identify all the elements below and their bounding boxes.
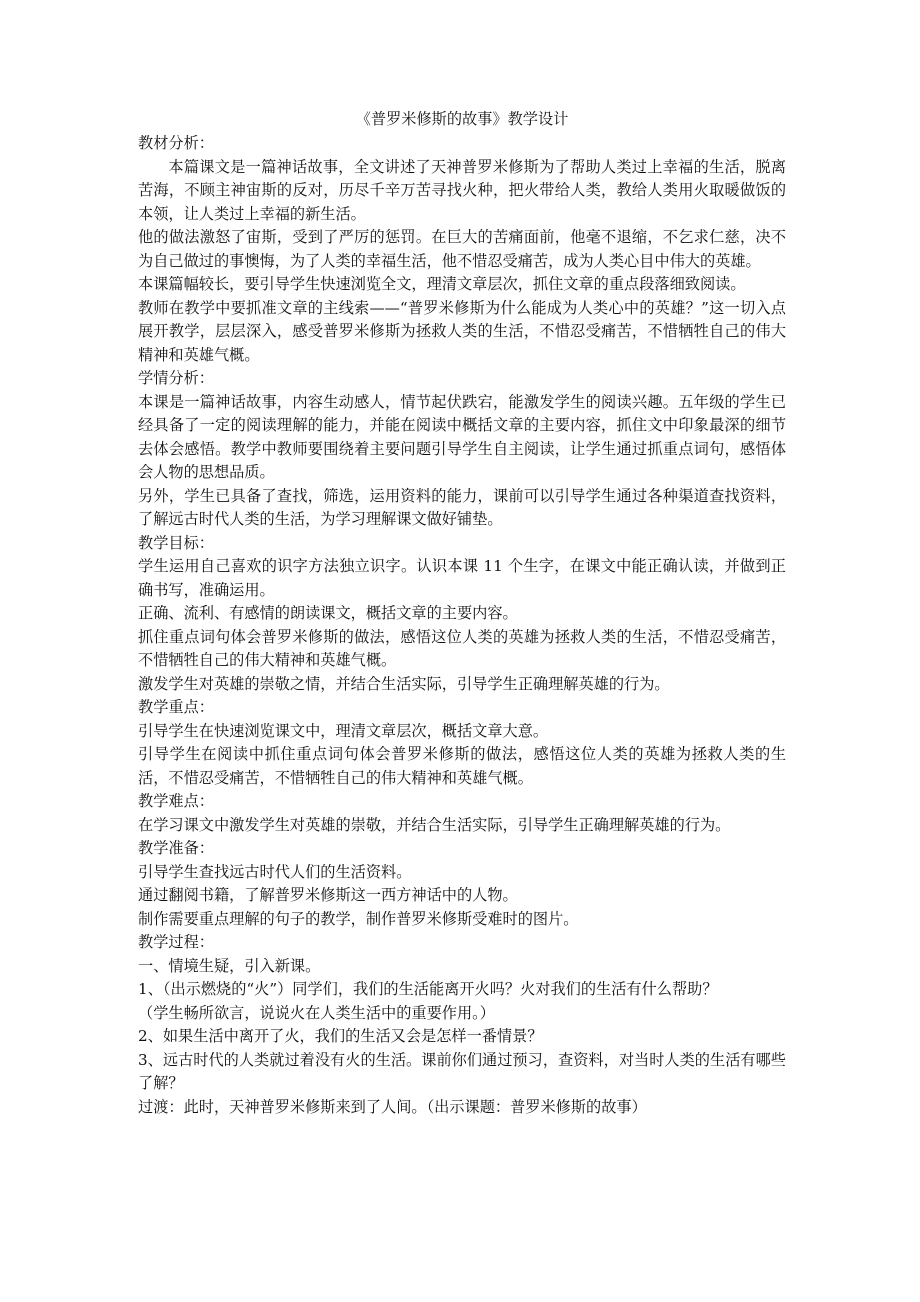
paragraph: 通过翻阅书籍，了解普罗米修斯这一西方神话中的人物。 xyxy=(138,886,518,904)
paragraph: 在学习课文中激发学生对英雄的崇敬，并结合生活实际，引导学生正确理解英雄的行为。 xyxy=(138,815,731,834)
paragraph: （学生畅所欲言，说说火在人类生活中的重要作用。） xyxy=(138,1003,495,1022)
section-heading: 教材分析： xyxy=(138,134,214,152)
document-page xyxy=(138,108,786,1119)
section-heading: 教学过程： xyxy=(138,933,214,951)
paragraph: 制作需要重点理解的句子的教学，制作普罗米修斯受难时的图片。 xyxy=(138,909,579,928)
paragraph: 一、情境生疑，引入新课。 xyxy=(138,956,321,975)
paragraph: 引导学生在快速浏览课文中，理清文章层次，概括文章大意。 xyxy=(138,721,549,740)
section-heading: 教学目标： xyxy=(138,533,214,552)
document-title: 《普罗米修斯的故事》教学设计 xyxy=(355,110,569,128)
section-heading: 教学重点： xyxy=(138,698,214,716)
paragraph: 1、（出示燃烧的“火”）同学们，我们的生活能离开火吗？火对我们的生活有什么帮助？ xyxy=(138,980,718,998)
paragraph: 2、如果生活中离开了火，我们的生活又会是怎样一番情景？ xyxy=(138,1027,543,1045)
paragraph: 引导学生查找远古时代人们的生活资料。 xyxy=(138,862,412,881)
paragraph: 教师在教学中要抓准文章的主线索——“普罗米修斯为什么能成为人类心中的英雄？”这一切入点展开教学，层层深入，感受普罗米修斯为拯救人类的生活，不惜忍受痛苦，不惜牺牲自己的伟大精神和英雄气概。 xyxy=(138,298,786,364)
paragraph: 另外，学生已具备了查找，筛选，运用资料的能力，课前可以引导学生通过各种渠道查找资料，了解远古时代人类的生活，为学习理解课文做好铺垫。 xyxy=(138,486,786,528)
paragraph: 他的做法激怒了宙斯，受到了严厉的惩罚。在巨大的苦痛面前，他毫不退缩，不乞求仁慈，决不为自己做过的事懊悔，为了人类的幸福生活，他不惜忍受痛苦，成为人类心目中伟大的英雄。 xyxy=(138,228,786,270)
document-body xyxy=(138,132,786,1119)
paragraph: 正确、流利、有感情的朗读课文，概括文章的主要内容。 xyxy=(138,604,518,622)
paragraph: 本课是一篇神话故事，内容生动感人，情节起伏跌宕，能激发学生的阅读兴趣。五年级的学生已经具备了一定的阅读理解的能力，并能在阅读中概括文章的主要内容，抓住文中印象最深的细节去体会感悟。教学中教师要围绕着主要问题引导学生自主阅读，让学生通过抓重点词句，感悟体会人物的思想品质。 xyxy=(138,392,786,481)
paragraph: 过渡：此时，天神普罗米修斯来到了人间。（出示课题：普罗米修斯的故事） xyxy=(138,1097,647,1116)
paragraph: 3、远古时代的人类就过着没有火的生活。课前你们通过预习，查资料，对当时人类的生活有哪些了解？ xyxy=(138,1050,786,1092)
section-heading: 学情分析： xyxy=(138,369,214,387)
section-heading: 教学准备： xyxy=(138,839,214,857)
paragraph: 学生运用自己喜欢的识字方法独立识字。认识本课 11 个生字，在课文中能正确认读，并做到正确书写，准确运用。 xyxy=(138,557,786,599)
section-heading: 教学难点： xyxy=(138,792,214,810)
paragraph: 抓住重点词句体会普罗米修斯的做法，感悟这位人类的英雄为拯救人类的生活，不惜忍受痛苦，不惜牺牲自己的伟大精神和英雄气概。 xyxy=(138,627,786,669)
paragraph: 引导学生在阅读中抓住重点词句体会普罗米修斯的做法，感悟这位人类的英雄为拯救人类的生活，不惜忍受痛苦，不惜牺牲自己的伟大精神和英雄气概。 xyxy=(138,745,786,787)
paragraph: 本课篇幅较长，要引导学生快速浏览全文，理清文章层次，抓住文章的重点段落细致阅读。 xyxy=(138,275,746,293)
paragraph: 激发学生对英雄的崇敬之情，并结合生活实际，引导学生正确理解英雄的行为。 xyxy=(138,674,670,693)
paragraph: 本篇课文是一篇神话故事，全文讲述了天神普罗米修斯为了帮助人类过上幸福的生活，脱离苦海，不顾主神宙斯的反对，历尽千辛万苦寻找火种，把火带给人类，教给人类用火取暖做饭的本领，让人类过上幸福的新生活。 xyxy=(138,157,786,223)
